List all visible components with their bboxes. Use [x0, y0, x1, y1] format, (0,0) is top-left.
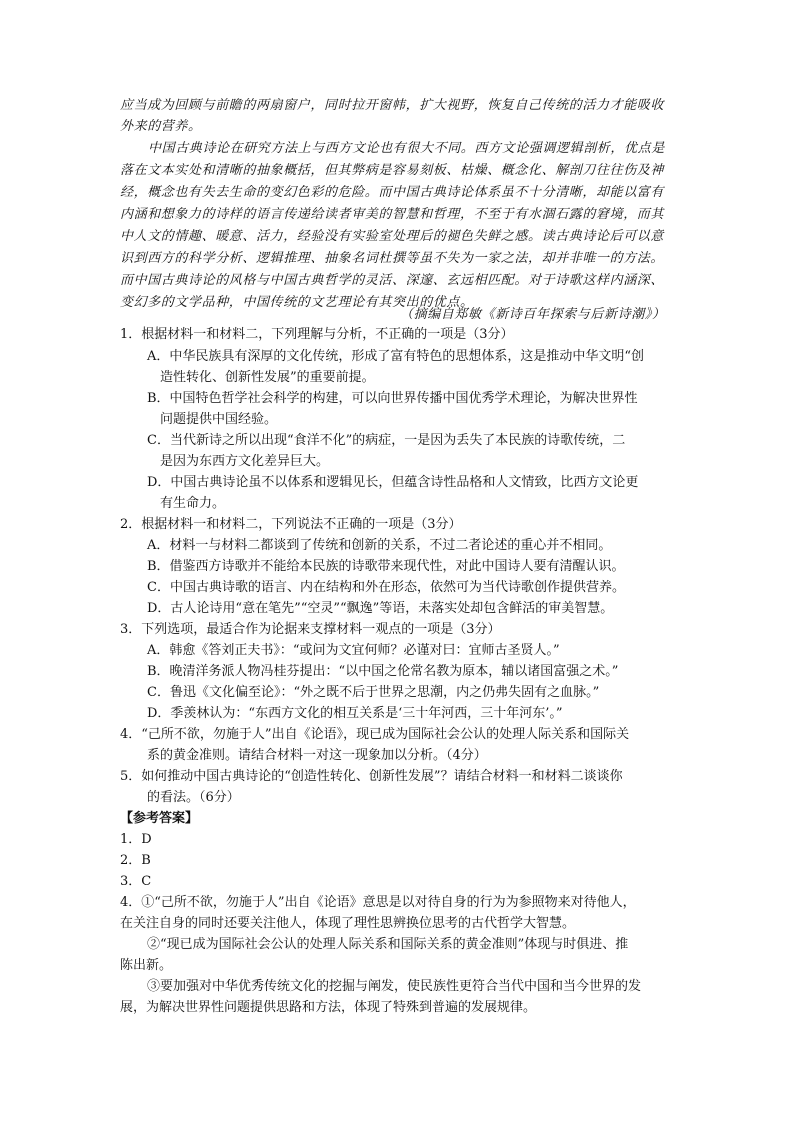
question-1-stem: 1．根据材料一和材料二，下列理解与分析，不正确的一项是（3分）: [120, 327, 514, 342]
question-option: D．古人论诗用“意在笔先”“空灵”“飘逸”等语，未落实处却包含鲜活的审美智慧。: [147, 601, 614, 616]
source-citation: （摘编自郑敏《新诗百年探索与后新诗潮》）: [400, 307, 666, 322]
material-text-line: 内涵和想象力的诗样的语言传递给读者审美的智慧和哲理，不至于有水涸石露的窘境，而其: [120, 207, 665, 222]
question-option: C．鲁迅《文化偏至论》：“外之既不后于世界之思潮，内之仍弗失固有之血脉。”: [147, 685, 600, 700]
material-text-line: 应当成为回顾与前瞻的两扇窗户，同时拉开窗帏，扩大视野，恢复自己传统的活力才能吸收: [120, 98, 665, 113]
material-text-line: 经，概念也有失去生命的变幻色彩的危险。而中国古典诗论体系虽不十分清晰，却能以富有: [120, 185, 665, 200]
question-option: D．季羡林认为：“东西方文化的相互关系是‘三十年河西，三十年河东’。”: [147, 706, 563, 721]
question-option: 有生命力。: [160, 496, 226, 511]
material-text-line: 变幻多的文学品种，中国传统的文艺理论有其突出的优点。: [120, 295, 474, 310]
question-option: B．借鉴西方诗歌并不能给本民族的诗歌带来现代性，对此中国诗人要有清醒认识。: [147, 559, 625, 574]
answer-line: 3．C: [120, 874, 152, 889]
question-5-stem-cont: 的看法。（6分）: [147, 790, 240, 805]
answer-line: 1．D: [120, 832, 152, 847]
question-option: A．韩愈《答刘正夫书》：“或问为文宜何师？必谨对曰：宜师古圣贤人。”: [147, 643, 560, 658]
question-option: A．材料一与材料二都谈到了传统和创新的关系，不过二者论述的重心并不相同。: [147, 538, 612, 553]
answer-line: ③要加强对中华优秀传统文化的挖掘与阐发，使民族性更符合当代中国和当今世界的发: [147, 979, 642, 994]
question-option: B．中国特色哲学社会科学的构建，可以向世界传播中国优秀学术理论，为解决世界性: [147, 391, 638, 406]
answer-line: 4．①“己所不欲，勿施于人”出自《论语》意思是以对待自身的行为为参照物来对待他人，: [120, 895, 636, 910]
question-option: D．中国古典诗论虽不以体系和逻辑见长，但蕴含诗性品格和人文情致，比西方文论更: [147, 475, 639, 490]
answer-line: 陈出新。: [120, 958, 173, 973]
question-3-stem: 3．下列选项，最适合作为论据来支撑材料一观点的一项是（3分）: [120, 622, 501, 637]
material-text-line: 中国古典诗论在研究方法上与西方文论也有很大不同。西方文论强调逻辑剖析，优点是: [148, 141, 665, 156]
question-2-stem: 2．根据材料一和材料二，下列说法不正确的一项是（3分）: [120, 517, 462, 532]
answer-line: 在关注自身的同时还要关注他人，体现了理性思辨换位思考的古代哲学大智慧。: [120, 916, 576, 931]
question-option: C．当代新诗之所以出现“食洋不化”的病症，一是因为丢失了本民族的诗歌传统，二: [147, 433, 626, 448]
material-text-line: 识到西方的科学分析、逻辑推理、抽象名词杜撰等虽不失为一家之法，却并非唯一的方法。: [120, 251, 665, 266]
material-text-line: 外来的营养。: [120, 119, 202, 134]
question-option: 问题提供中国经验。: [160, 412, 278, 427]
answer-line: 2．B: [120, 853, 151, 868]
question-option: 造性转化、创新性发展”的重要前提。: [160, 370, 375, 385]
question-4-stem: 4．“己所不欲，勿施于人”出自《论语》，现已成为国际社会公认的处理人际关系和国际关: [120, 727, 630, 742]
material-text-line: 落在文本实处和清晰的抽象概括，但其弊病是容易刻板、枯燥、概念化、解剖刀往往伤及神: [120, 163, 665, 178]
question-option: A．中华民族具有深厚的文化传统，形成了富有特色的思想体系，这是推动中华文明“创: [147, 349, 645, 364]
question-5-stem: 5．如何推动中国古典诗论的“创造性转化、创新性发展”？请结合材料一和材料二谈谈你: [120, 769, 623, 784]
question-4-stem-cont: 系的黄金准则。请结合材料一对这一现象加以分析。（4分）: [147, 748, 487, 763]
material-text-line: 中人文的情趣、暖意、活力，经验没有实验室处理后的褪色失鲜之感。读古典诗论后可以意: [120, 229, 665, 244]
answer-header: 【参考答案】: [120, 811, 199, 826]
answer-line: 展，为解决世界性问题提供思路和方法，体现了特殊到普遍的发展规律。: [120, 1000, 537, 1015]
question-option: C．中国古典诗歌的语言、内在结构和外在形态，依然可为当代诗歌创作提供营养。: [147, 580, 625, 595]
question-option: 是因为东西方文化差异巨大。: [160, 454, 330, 469]
material-text-line: 而中国古典诗论的风格与中国古典哲学的灵活、深邃、玄远相匹配。对于诗歌这样内涵深、: [120, 273, 665, 288]
question-option: B．晚清洋务派人物冯桂芬提出：“以中国之伦常名教为原本，辅以诸国富强之术。”: [147, 664, 619, 679]
answer-line: ②“现已成为国际社会公认的处理人际关系和国际关系的黄金准则”体现与时俱进、推: [147, 937, 629, 952]
